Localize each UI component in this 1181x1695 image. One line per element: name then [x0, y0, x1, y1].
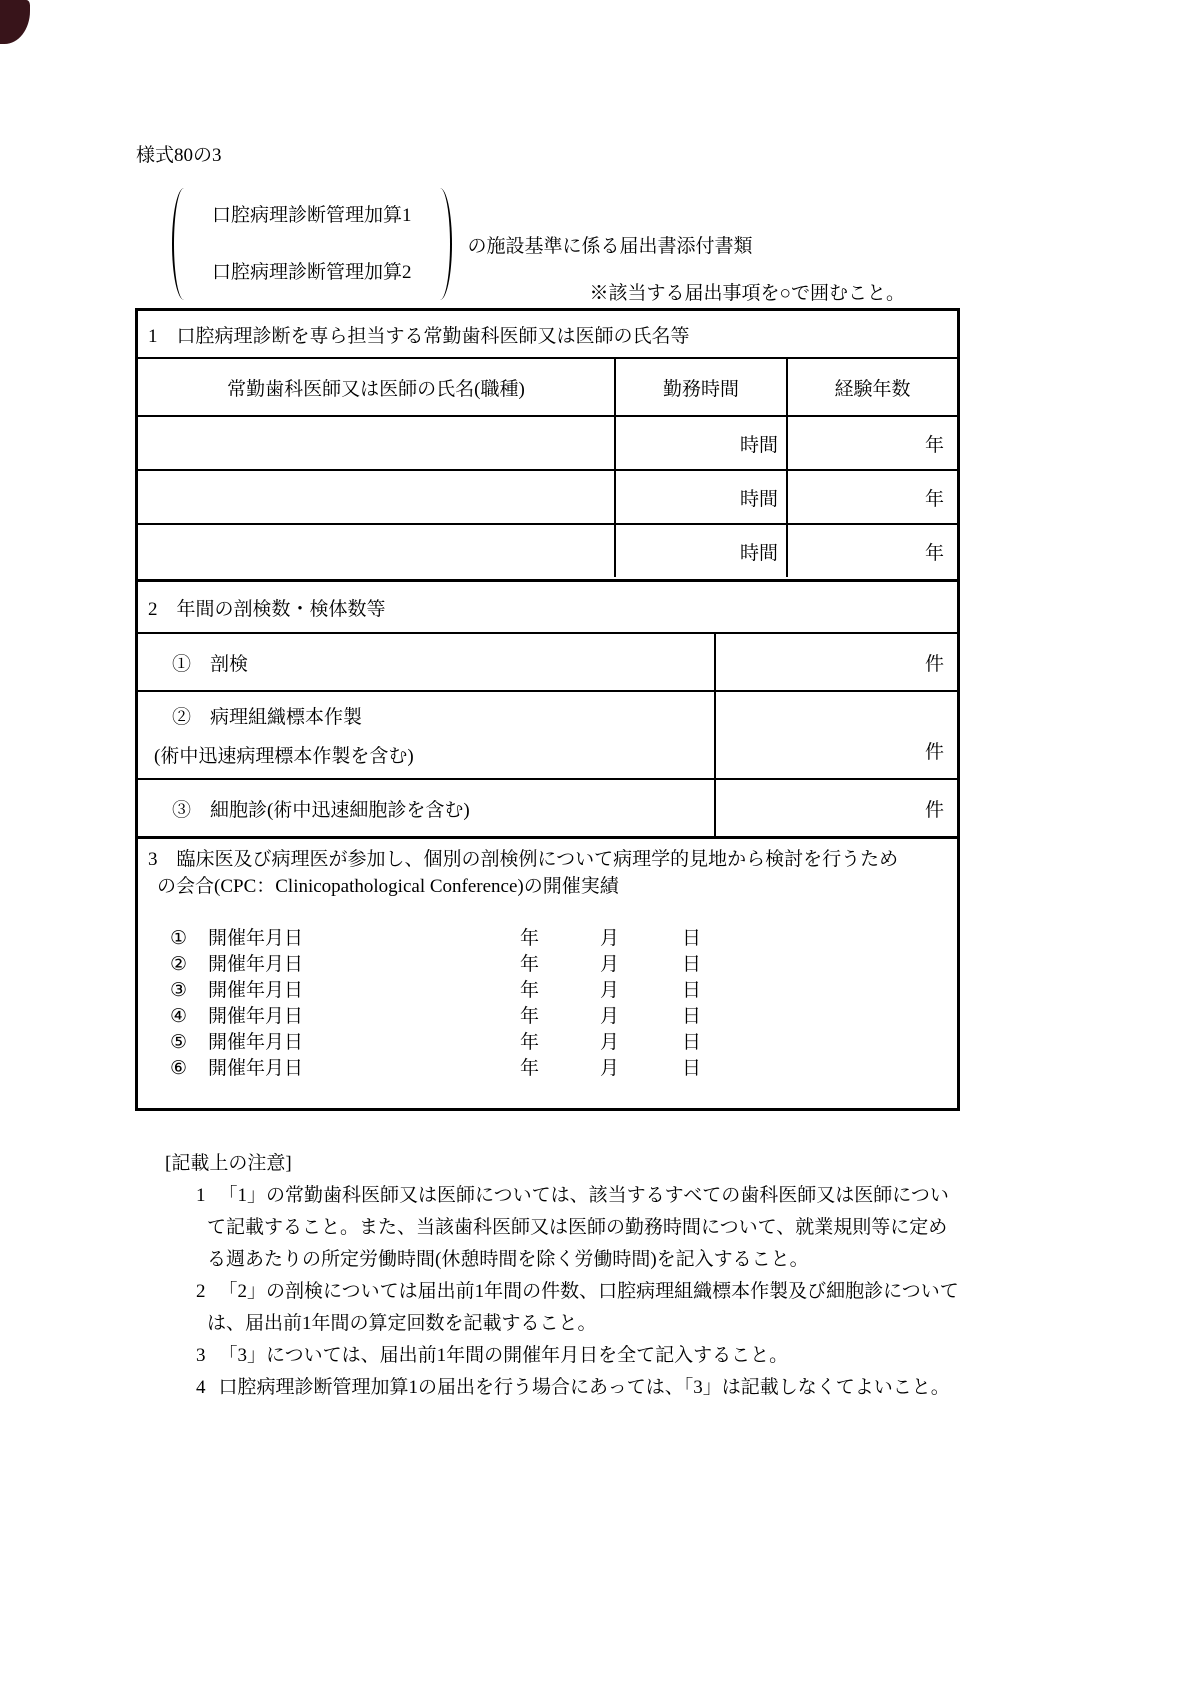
note-text: 「3」については、届出前1年間の開催年月日を全て記入すること。: [218, 1345, 789, 1366]
addition-option-2: 口腔病理診断管理加算2: [212, 261, 412, 283]
month-unit-label: 月: [600, 954, 620, 975]
day-unit-label: 日: [682, 1032, 702, 1053]
years-unit-label: 年: [924, 488, 944, 510]
note-item: [196, 1372, 965, 1404]
specimen-row: [138, 692, 957, 780]
autopsy-count-cell: [716, 634, 957, 690]
work-hours-cell: [616, 471, 788, 523]
cpc-date-row: [170, 952, 957, 978]
cpc-row-number: ①: [170, 928, 188, 949]
staff-name-cell: [138, 417, 616, 469]
cytology-row: [138, 780, 957, 836]
day-unit-label: 日: [682, 954, 702, 975]
count-unit-label: 件: [924, 799, 944, 821]
cytology-label: ③ 細胞診(術中迅速細胞診を含む): [138, 780, 716, 836]
cpc-row-number: ④: [170, 1006, 188, 1027]
col-header-years: 経験年数: [834, 378, 911, 400]
note-number: 2: [196, 1281, 206, 1302]
cpc-row-number: ②: [170, 954, 188, 975]
section2-table: [135, 579, 960, 839]
specimen-label-line2: (術中迅速病理標本作製を含む): [154, 746, 414, 767]
col-header-name: 常勤歯科医師又は医師の氏名(職種): [138, 359, 616, 415]
note-number: 1: [196, 1185, 206, 1206]
month-unit-label: 月: [600, 1006, 620, 1027]
cpc-date-list: [170, 926, 957, 1082]
experience-years-cell: [788, 471, 957, 523]
day-unit-label: 日: [682, 1058, 702, 1079]
year-unit-label: 年: [520, 980, 540, 1001]
year-unit-label: 年: [520, 1032, 540, 1053]
circle-instruction: ※該当する届出事項を○で囲むこと。: [589, 283, 905, 304]
month-unit-label: 月: [600, 980, 620, 1001]
section3-title: [138, 839, 957, 900]
years-unit-label: 年: [924, 542, 944, 564]
hours-unit-label: 時間: [739, 434, 778, 456]
hours-unit-label: 時間: [739, 488, 778, 510]
cpc-date-row: [170, 1030, 957, 1056]
day-unit-label: 日: [682, 980, 702, 1001]
count-unit-label: 件: [924, 742, 944, 763]
month-unit-label: 月: [600, 1058, 620, 1079]
autopsy-row: [138, 634, 957, 692]
staff-name-cell: [138, 471, 616, 523]
cpc-date-row: [170, 1004, 957, 1030]
notes-section: [165, 1148, 965, 1404]
years-unit-label: 年: [924, 434, 944, 456]
autopsy-label: ① 剖検: [138, 634, 716, 690]
year-unit-label: 年: [520, 928, 540, 949]
month-unit-label: 月: [600, 928, 620, 949]
count-unit-label: 件: [924, 653, 944, 675]
section2-title: 2 年間の剖検数・検体数等: [138, 582, 957, 634]
specimen-label: [138, 692, 716, 778]
addition-option-1: 口腔病理診断管理加算1: [212, 204, 412, 226]
cpc-date-label: 開催年月日: [208, 954, 304, 975]
note-number: 3: [196, 1345, 206, 1366]
cpc-date-row: [170, 1056, 957, 1082]
day-unit-label: 日: [682, 928, 702, 949]
staff-row: [138, 525, 957, 577]
year-unit-label: 年: [520, 1058, 540, 1079]
note-item: [196, 1340, 965, 1372]
staff-row: [138, 417, 957, 471]
year-unit-label: 年: [520, 1006, 540, 1027]
notes-title: [記載上の注意]: [165, 1153, 292, 1174]
day-unit-label: 日: [682, 1006, 702, 1027]
cpc-date-label: 開催年月日: [208, 1032, 304, 1053]
section1-title: 1 口腔病理診断を専ら担当する常勤歯科医師又は医師の氏名等: [138, 311, 957, 359]
cpc-date-label: 開催年月日: [208, 1058, 304, 1079]
note-text: 「1」の常勤歯科医師又は医師については、該当するすべての歯科医師又は医師について記載すること。また、当該歯科医師又は医師の勤務時間について、就業規則等に定める週あたりの所定労働時間(休憩時間を除く労働時間)を記入すること。: [207, 1185, 949, 1270]
section3-box: [135, 836, 960, 1111]
hours-unit-label: 時間: [739, 542, 778, 564]
note-item: [196, 1276, 965, 1340]
section3-title-line2: の会合(CPC：Clinicopathological Conference)の開催実績: [157, 876, 619, 897]
staff-name-cell: [138, 525, 616, 577]
cpc-date-label: 開催年月日: [208, 1006, 304, 1027]
section1-header-row: [138, 359, 957, 417]
specimen-label-line1: ② 病理組織標本作製: [172, 707, 363, 728]
addition-options: [196, 204, 428, 285]
form-number: 様式80の3: [136, 145, 222, 166]
cpc-date-row: [170, 978, 957, 1004]
section1-table: [135, 308, 960, 582]
month-unit-label: 月: [600, 1032, 620, 1053]
specimen-count-cell: [716, 692, 957, 778]
cpc-date-row: [170, 926, 957, 952]
cpc-row-number: ⑤: [170, 1032, 188, 1053]
year-unit-label: 年: [520, 954, 540, 975]
cpc-date-label: 開催年月日: [208, 980, 304, 1001]
staff-row: [138, 471, 957, 525]
form-title-suffix: の施設基準に係る届出書添付書類: [467, 235, 753, 257]
cpc-row-number: ⑥: [170, 1058, 188, 1079]
work-hours-cell: [616, 525, 788, 577]
cpc-row-number: ③: [170, 980, 188, 1001]
note-item: [196, 1180, 965, 1276]
cytology-count-cell: [716, 780, 957, 836]
note-number: 4: [196, 1377, 206, 1398]
section3-title-line1: 3 臨床医及び病理医が参加し、個別の剖検例について病理学的見地から検討を行うため: [148, 849, 899, 870]
note-text: 「2」の剖検については届出前1年間の件数、口腔病理組織標本作製及び細胞診については、届出前1年間の算定回数を記載すること。: [207, 1281, 959, 1334]
col-header-hours: 勤務時間: [616, 359, 788, 415]
experience-years-cell: [788, 525, 957, 577]
scan-artifact: [0, 0, 30, 44]
experience-years-cell: [788, 417, 957, 469]
note-text: 口腔病理診断管理加算1の届出を行う場合にあっては、「3」は記載しなくてよいこと。: [218, 1377, 950, 1398]
cpc-date-label: 開催年月日: [208, 928, 304, 949]
work-hours-cell: [616, 417, 788, 469]
